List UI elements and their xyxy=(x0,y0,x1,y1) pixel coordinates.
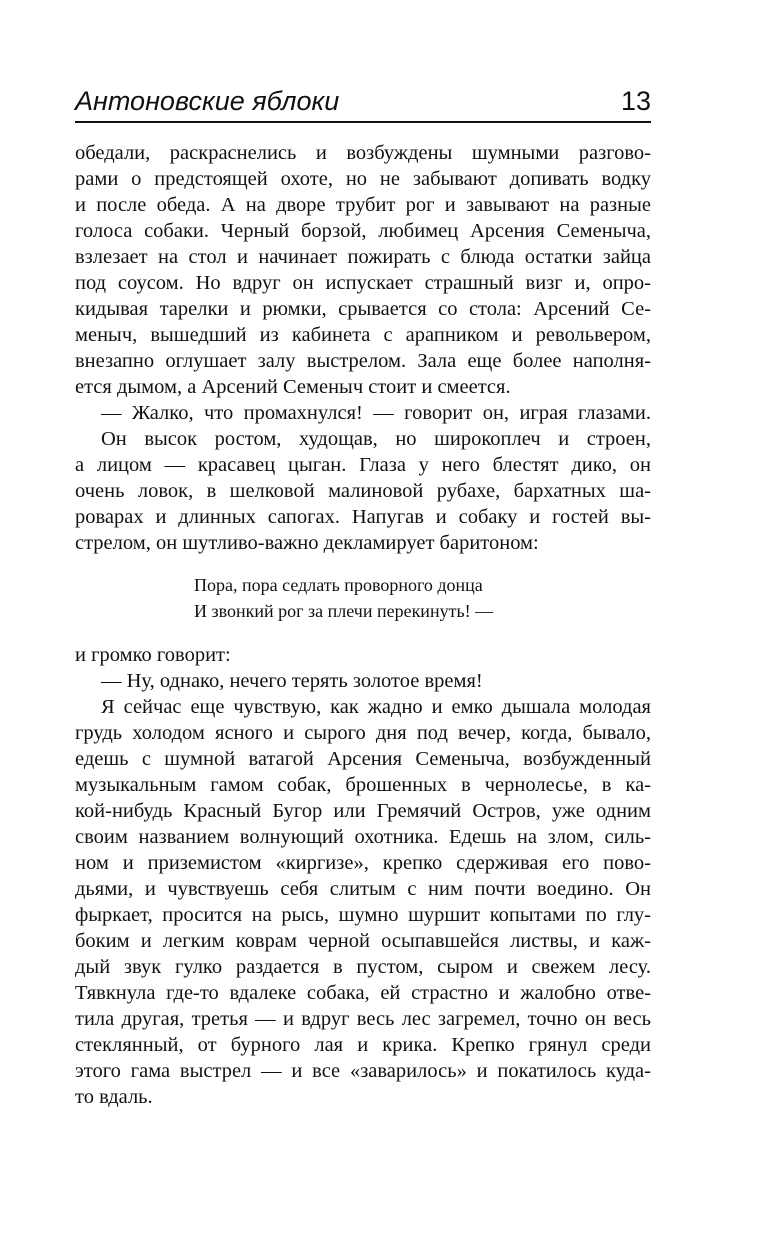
verse-line: Пора, пора седлать проворного донца xyxy=(194,575,483,595)
header-rule xyxy=(75,121,651,123)
text-line: стеклянный, от бурного лая и крика. Крепко грянул среди xyxy=(75,1034,651,1056)
text-line: Он высок ростом, худощав, но широкоплеч и строен, xyxy=(101,428,651,450)
text-line: грудь холодом ясного и сырого дня под вечер, когда, бывало, xyxy=(75,722,651,744)
text-line: роварах и длинных сапогах. Напугав и собаку и гостей вы- xyxy=(75,506,651,528)
text-line: голоса собаки. Черный борзой, любимец Арсения Семеныча, xyxy=(75,220,651,242)
text-line: — Жалко, что промахнулся! — говорит он, играя глазами. xyxy=(101,402,651,424)
text-line: под соусом. Но вдруг он испускает страшный визг и, опро- xyxy=(75,272,651,294)
text-line: музыкальным гамом собак, брошенных в чернолесье, в ка- xyxy=(75,774,651,796)
text-line: меныч, вышедший из кабинета с арапником и револьвером, xyxy=(75,324,651,346)
text-line: Тявкнула где-то вдалеке собака, ей страстно и жалобно отве- xyxy=(75,982,651,1004)
text-line: и после обеда. А на дворе трубит рог и завывают на разные xyxy=(75,194,651,216)
text-line: этого гама выстрел — и все «заварилось» и покатилось куда- xyxy=(75,1060,651,1082)
text-line: рами о предстоящей охоте, но не забывают допивать водку xyxy=(75,168,651,190)
text-line: ном и приземистом «киргизе», крепко сдерживая его пово- xyxy=(75,852,651,874)
text-line: ется дымом, а Арсений Семеныч стоит и смеется. xyxy=(75,376,511,398)
running-head xyxy=(75,84,651,120)
text-line: дый звук гулко раздается в пустом, сыром и свежем лесу. xyxy=(75,956,651,978)
page-number: 13 xyxy=(620,86,651,116)
body-text xyxy=(75,140,651,1110)
running-title: Антоновские яблоки xyxy=(75,86,340,116)
text-line: тила другая, третья — и вдруг весь лес загремел, точно он весь xyxy=(75,1008,651,1030)
text-line: кидывая тарелки и рюмки, срывается со стола: Арсений Се- xyxy=(75,298,651,320)
text-line: то вдаль. xyxy=(75,1086,153,1108)
text-line: боким и легким коврам черной осыпавшейся листвы, и каж- xyxy=(75,930,651,952)
text-line: взлезает на стол и начинает пожирать с блюда остатки зайца xyxy=(75,246,651,268)
text-line: Я сейчас еще чувствую, как жадно и емко дышала молодая xyxy=(101,696,651,718)
text-line: едешь с шумной ватагой Арсения Семеныча, возбужденный xyxy=(75,748,651,770)
text-line: а лицом — красавец цыган. Глаза у него блестят дико, он xyxy=(75,454,651,476)
verse-quote xyxy=(75,572,651,624)
text-line: кой-нибудь Красный Бугор или Гремячий Остров, уже одним xyxy=(75,800,651,822)
text-line: стрелом, он шутливо-важно декламирует баритоном: xyxy=(75,532,539,554)
text-line: и громко говорит: xyxy=(75,644,231,666)
text-line: своим названием волнующий охотника. Едешь на злом, силь- xyxy=(75,826,651,848)
text-line: очень ловок, в шелковой малиновой рубахе, бархатных ша- xyxy=(75,480,651,502)
text-line: дьями, и чувствуешь себя слитым с ним почти воедино. Он xyxy=(75,878,651,900)
verse-line: И звонкий рог за плечи перекинуть! — xyxy=(194,601,494,621)
text-line: внезапно оглушает залу выстрелом. Зала еще более наполня- xyxy=(75,350,651,372)
text-line: фыркает, просится на рысь, шумно шуршит копытами по глу- xyxy=(75,904,651,926)
text-line: — Ну, однако, нечего терять золотое время! xyxy=(101,670,483,692)
text-line: обедали, раскраснелись и возбуждены шумными разгово- xyxy=(75,142,651,164)
